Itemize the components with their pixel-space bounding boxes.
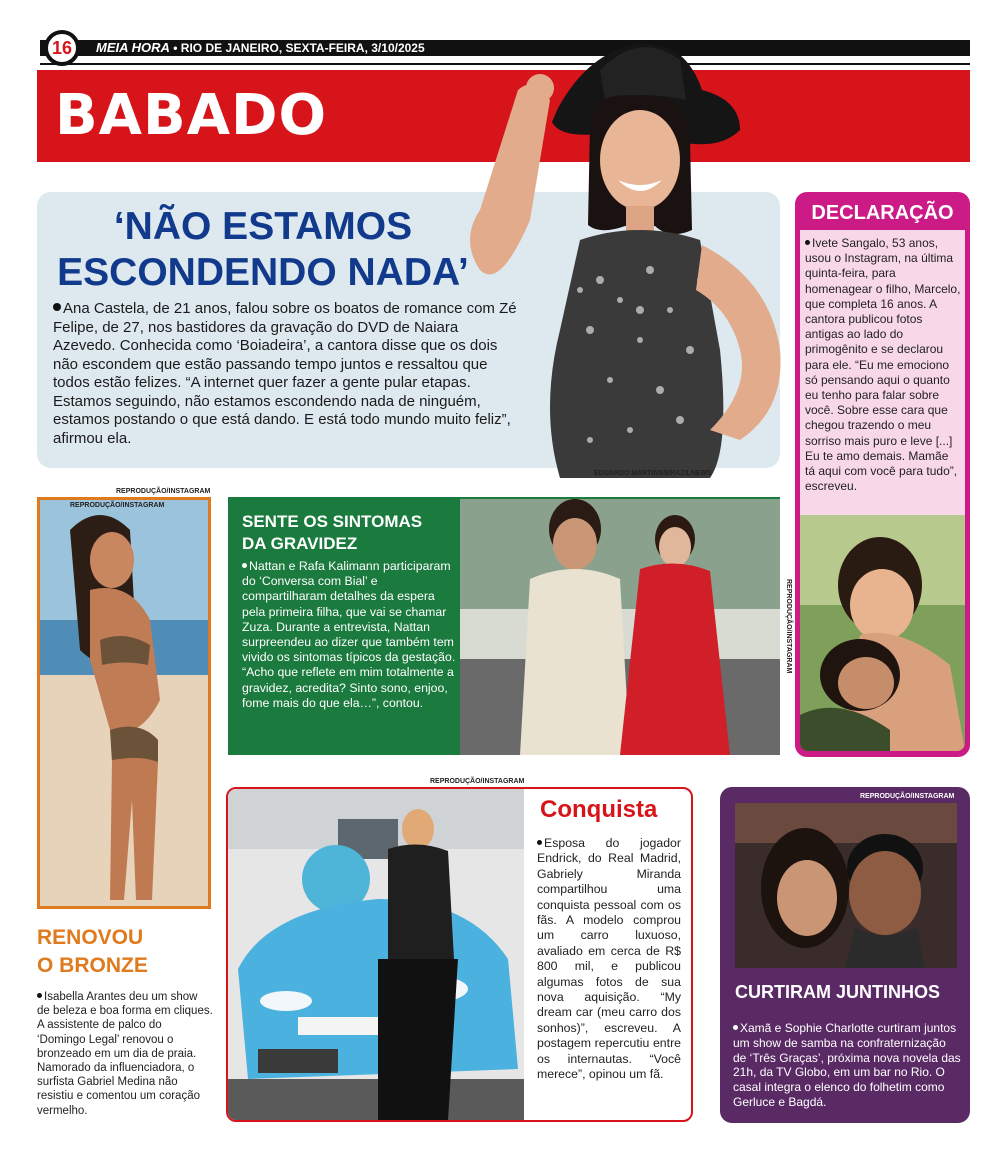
juntinhos-body bbox=[733, 1021, 961, 1110]
bronze-photo bbox=[37, 497, 211, 909]
section-title: BABADO bbox=[55, 83, 328, 148]
bronze-title bbox=[37, 924, 211, 980]
gravidez-title bbox=[242, 511, 452, 555]
bullet-icon bbox=[733, 1025, 738, 1030]
hero-photo-credit: EDUARDO MARTINS/BRAZILNEWS bbox=[594, 470, 712, 477]
hero-body-text: Ana Castela, de 21 anos, falou sobre os boatos de romance com Zé Felipe, de 27, nos bastidores da gravação do DVD de Naiara Azevedo. Conhecida como ‘Boiadeira’, a cantora disse que os dois não escondem que estão passando tempo juntos e ressaltou que todos estão felizes. “A internet quer fazer a gente pular etapas. Estamos seguindo, não estamos escondendo nada de ninguém, estamos postando o que está dando. E está todo mundo muito feliz”, afirmou ela. bbox=[53, 300, 517, 447]
dateline: RIO DE JANEIRO, SEXTA-FEIRA, 3/10/2025 bbox=[180, 41, 425, 55]
bullet-icon bbox=[537, 840, 542, 845]
hero-photo-singer bbox=[440, 30, 825, 478]
bullet-icon bbox=[53, 303, 61, 311]
bronze-title-line2: O BRONZE bbox=[37, 954, 148, 977]
bronze-body-text: Isabella Arantes deu um show de beleza e boa forma em cliques. A assistente de palco do ‘Domingo Legal’ renovou o bronzeado em um dia de praia. Namorado da influenciadora, o surfista Gabriel Medina não resistiu e comentou um coração vermelho. bbox=[37, 991, 213, 1117]
conquista-photo bbox=[228, 789, 524, 1120]
brand-name: MEIA HORA bbox=[96, 40, 170, 55]
gravidez-title-line2: DA GRAVIDEZ bbox=[242, 534, 358, 553]
bullet-icon bbox=[805, 240, 810, 245]
bronze-body bbox=[37, 990, 213, 1118]
juntinhos-body-text: Xamã e Sophie Charlotte curtiram juntos um show de samba na confraternização de ‘Três Graças’, próxima nova novela das 21h, da TV Globo, em um bar no Rio. O casal integra o elenco do folhetim como Gerluce e Bagdá. bbox=[733, 1021, 961, 1109]
juntinhos-photo bbox=[735, 803, 957, 968]
bullet-icon bbox=[242, 563, 247, 568]
conquista-body-text: Esposa do jogador Endrick, do Real Madrid, Gabriely Miranda compartilhou uma conquista pessoal com os fãs. A modelo comprou um carro luxuoso, avaliado em cerca de R$ 800 mil, e publicou algumas fotos de sua nova aquisição. “My dream car (meu carro dos sonhos)”, escreveu. A postagem repercutiu entre os internautas. “Você merece”, opinou um fã. bbox=[537, 836, 681, 1082]
juntinhos-photo-credit: REPRODUÇÃO/INSTAGRAM bbox=[860, 793, 955, 800]
gravidez-photo bbox=[460, 499, 780, 755]
bronze-title-line1: RENOVOU bbox=[37, 926, 144, 949]
bronze-photo-credit: REPRODUÇÃO/INSTAGRAM bbox=[116, 488, 211, 495]
gravidez-body bbox=[242, 559, 457, 711]
gravidez-title-line1: SENTE OS SINTOMAS bbox=[242, 512, 423, 531]
masthead bbox=[96, 40, 425, 56]
declaracao-photo-credit: REPRODUÇÃO/INSTAGRAM bbox=[70, 502, 165, 509]
gravidez-box bbox=[228, 497, 780, 755]
declaracao-body bbox=[805, 236, 961, 494]
page-number: 16 bbox=[44, 30, 80, 66]
declaracao-photo bbox=[800, 515, 965, 751]
dateline-separator: • bbox=[173, 41, 181, 55]
declaracao-title: DECLARAÇÃO bbox=[811, 202, 954, 224]
juntinhos-title: CURTIRAM JUNTINHOS bbox=[735, 982, 940, 1002]
conquista-body bbox=[537, 836, 681, 1083]
conquista-photo-credit: REPRODUÇÃO/INSTAGRAM bbox=[430, 778, 525, 785]
bullet-icon bbox=[37, 993, 42, 998]
hero-headline-line1: ‘NÃO ESTAMOS bbox=[113, 205, 413, 248]
conquista-title: Conquista bbox=[540, 796, 658, 823]
gravidez-body-text: Nattan e Rafa Kalimann participaram do ‘Conversa com Bial’ e compartilharam detalhes da espera pela primeira filha, que vai se chamar Zuza. Durante a entrevista, Nattan surpreendeu ao dizer que também tem vivido os sintomas típicos da gestação. “Acho que reflete em mim totalmente a gravidez, acredita? Sinto sono, enjoo, fome mais do que ela…”, contou. bbox=[242, 559, 456, 710]
declaracao-body-text: Ivete Sangalo, 53 anos, usou o Instagram, na última quinta-feira, para homenagear o filho, Marcelo, que completa 16 anos. A cantora publicou fotos antigas ao lado do primogênito e se declarou para ele. “Eu me emociono só pensando aqui o quanto eu tenho para falar sobre você. Sobre esse cara que chegou trazendo o meu sorriso mais puro e leve [...] Eu te amo demais. Mamãe tá aqui com você para tudo”, escreveu. bbox=[805, 236, 961, 494]
hero-headline bbox=[53, 204, 473, 296]
declaracao-box bbox=[795, 192, 970, 757]
hero-headline-line2: ESCONDENDO NADA’ bbox=[57, 251, 469, 294]
gravidez-photo-credit: REPRODUÇÃO/INSTAGRAM bbox=[785, 578, 792, 674]
